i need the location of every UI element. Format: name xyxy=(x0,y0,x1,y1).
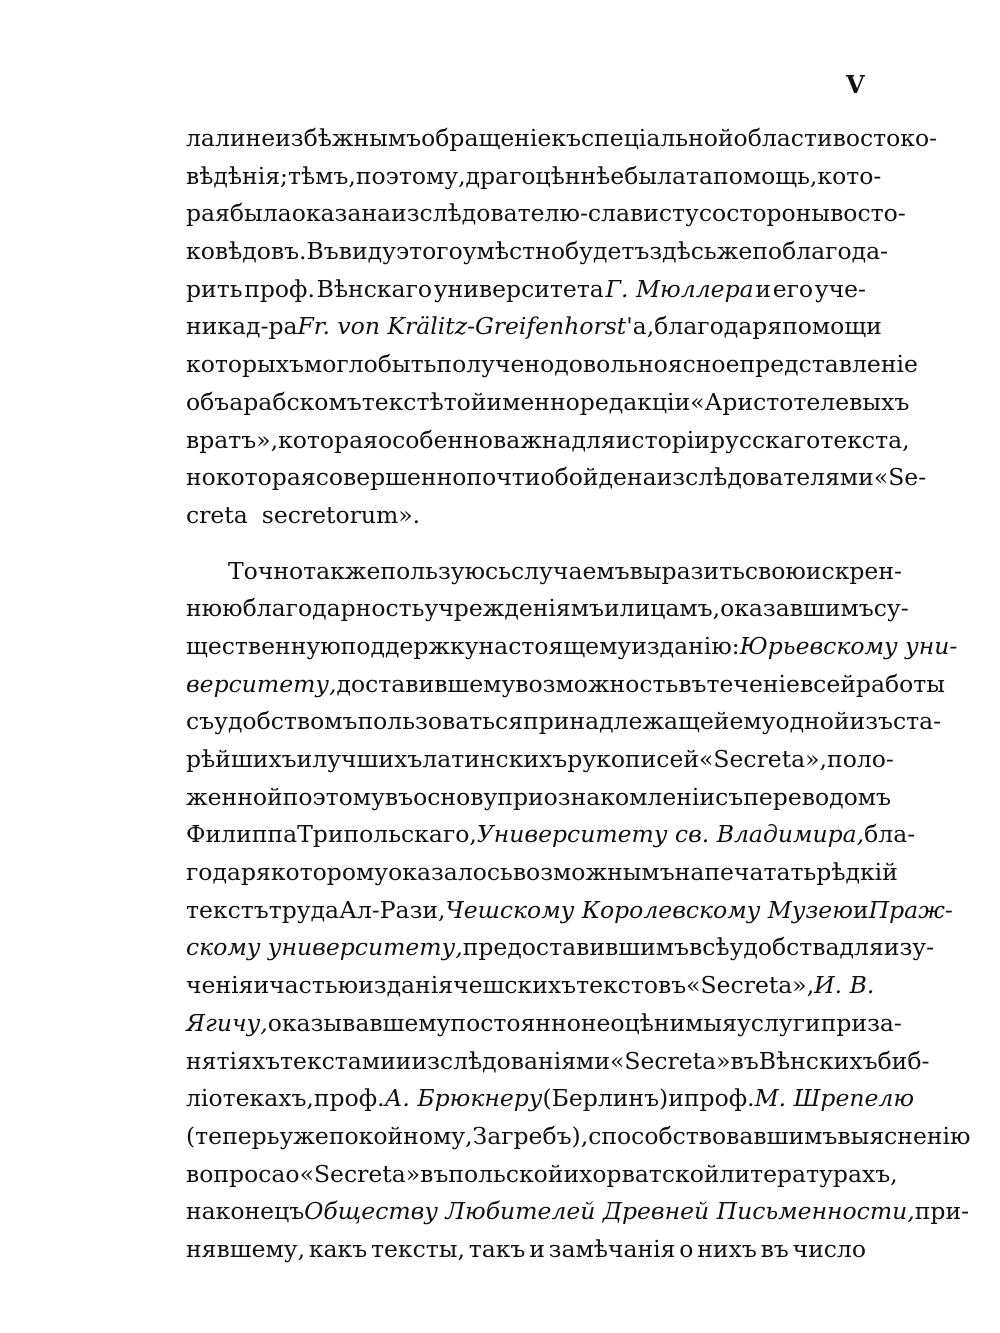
word: Юрьевскому уни- xyxy=(739,631,958,660)
text-line xyxy=(186,666,945,704)
word: была xyxy=(624,161,687,190)
paragraph-gap xyxy=(186,535,866,553)
word: о xyxy=(285,1159,300,1188)
word: лицамъ, xyxy=(619,594,721,623)
text-line xyxy=(186,271,866,309)
word: текстѣ xyxy=(361,387,444,416)
word: русскаго xyxy=(709,425,821,454)
word: выясненію xyxy=(837,1121,971,1150)
word: (Берлинъ) xyxy=(542,1084,669,1113)
text-line xyxy=(186,929,935,967)
text-line xyxy=(186,741,894,779)
word: скому университету, xyxy=(186,933,463,962)
word: въ xyxy=(678,669,707,698)
word: представленіе xyxy=(739,350,918,379)
word: оказалось xyxy=(388,858,513,887)
word: изу- xyxy=(883,933,935,962)
word: Вѣнскаго xyxy=(316,274,433,303)
word: этого xyxy=(395,237,463,266)
word: въ xyxy=(760,1234,789,1263)
word: текстъ xyxy=(186,895,269,924)
word: драгоцѣннѣе xyxy=(465,161,625,190)
word: Fr. von Krälitz-Greifenhorst xyxy=(297,312,627,341)
word: съ xyxy=(715,782,744,811)
word: изслѣдователю-слависту xyxy=(391,199,699,228)
word: рѣйшихъ xyxy=(186,745,297,773)
text-line xyxy=(186,854,898,892)
word: текста, xyxy=(820,425,910,454)
word: доставившему xyxy=(336,669,516,698)
word: пользуюсь xyxy=(380,556,511,585)
word: возможнымъ xyxy=(512,858,675,887)
word: «Аристотелевыхъ xyxy=(690,387,910,416)
word: принадлежащей xyxy=(523,707,730,736)
word: текстовъ xyxy=(576,971,687,1000)
word: хорватской xyxy=(579,1159,720,1188)
word: «Secreta» xyxy=(609,1046,731,1075)
word: для xyxy=(839,933,884,962)
word: совершенно xyxy=(315,463,467,492)
word: его xyxy=(772,274,814,303)
word: изслѣдователями xyxy=(656,463,874,492)
word: число xyxy=(792,1234,866,1263)
text-line xyxy=(186,1156,898,1194)
word: ника xyxy=(186,312,247,341)
word: со xyxy=(698,199,727,228)
word: какъ xyxy=(308,1234,368,1263)
word: случаемъ xyxy=(511,556,630,585)
word: и xyxy=(563,1159,580,1188)
text-line xyxy=(186,459,927,497)
word: д-ра xyxy=(246,312,298,341)
word: исторіи xyxy=(615,425,710,454)
word: въ xyxy=(730,1046,759,1075)
word: 'а, xyxy=(626,312,655,341)
word: возможность xyxy=(515,669,679,698)
word: и xyxy=(603,594,620,623)
word: уче- xyxy=(814,274,866,303)
text-line xyxy=(186,346,918,384)
text-line xyxy=(186,967,875,1005)
word: неизбѣжнымъ xyxy=(245,124,422,152)
word: основу xyxy=(413,782,498,811)
word: предоставившимъ xyxy=(462,933,689,962)
word: но xyxy=(186,463,216,492)
word: о xyxy=(679,1234,694,1263)
word: Въ xyxy=(306,237,339,266)
word: здѣсь xyxy=(649,237,717,266)
word: «Secreta», xyxy=(699,745,828,773)
word: «Secreta» xyxy=(299,1159,421,1188)
text-line xyxy=(186,1231,866,1269)
word: благодаря xyxy=(654,312,783,341)
word: польской xyxy=(448,1159,564,1188)
word: Ал-Рази, xyxy=(339,895,446,924)
word: оказывавшему xyxy=(267,1008,451,1037)
word: способствовавшимъ xyxy=(588,1121,838,1150)
word: лали xyxy=(186,124,246,152)
word: почти xyxy=(466,463,541,492)
text-line xyxy=(186,233,889,271)
word: и xyxy=(668,1084,684,1113)
word: Трипольскаго, xyxy=(297,820,477,849)
word: изданію: xyxy=(631,631,740,660)
word: которая xyxy=(278,425,378,454)
word: будетъ xyxy=(565,237,650,266)
word: ченія xyxy=(186,971,254,1000)
word: обращеніе xyxy=(421,124,552,152)
word: напечатать xyxy=(674,858,817,887)
word: вопроса xyxy=(186,1159,286,1188)
word: труда xyxy=(268,895,340,924)
text-line xyxy=(186,158,882,196)
text-line xyxy=(186,1080,915,1118)
word: оказана xyxy=(291,199,392,228)
text-line xyxy=(186,120,938,158)
word: ковѣдовъ. xyxy=(186,237,307,266)
word: всей xyxy=(799,669,856,698)
word: виду xyxy=(338,237,396,266)
word: кото- xyxy=(817,161,882,190)
word: и xyxy=(296,745,313,773)
text-line xyxy=(186,816,916,854)
text-line xyxy=(186,308,882,346)
word: также xyxy=(303,556,381,585)
word: къ xyxy=(551,124,581,152)
word: ліотекахъ, xyxy=(186,1084,314,1113)
word: замѣчанія xyxy=(548,1234,676,1263)
word: годаря xyxy=(186,858,271,887)
word: удобства xyxy=(729,933,840,962)
word: умѣстно xyxy=(462,237,565,266)
word: ему xyxy=(729,707,776,736)
word: уже xyxy=(279,1121,329,1150)
word: пользоваться xyxy=(357,707,524,736)
word: области xyxy=(733,124,833,152)
word: Г. Мюллера xyxy=(605,274,754,303)
word: учрежденіямъ xyxy=(424,594,604,623)
word: особенно xyxy=(377,425,493,454)
word: могло xyxy=(303,350,378,379)
word: Вѣнскихъ xyxy=(758,1046,878,1075)
word: свою xyxy=(744,556,806,585)
word: настоящему xyxy=(478,631,632,660)
word: проф. xyxy=(683,1084,755,1113)
word: И. В. xyxy=(814,971,875,1000)
word: литературахъ, xyxy=(719,1159,898,1188)
word: теченіе xyxy=(706,669,800,698)
word: той xyxy=(443,387,487,416)
word: Праж- xyxy=(868,895,953,924)
word: рить xyxy=(186,274,243,303)
word: востоко- xyxy=(832,124,938,152)
word: та xyxy=(686,161,714,190)
word: Чешскому Королевскому Музею xyxy=(445,895,853,924)
text-line xyxy=(186,1043,930,1081)
word: лучшихъ xyxy=(312,745,423,773)
word: и xyxy=(395,1046,412,1075)
word: ознакомленіи xyxy=(543,782,716,811)
word: получено xyxy=(436,350,555,379)
word: М. Шрепелю xyxy=(754,1084,915,1113)
word: изслѣдованіями xyxy=(411,1046,610,1075)
word: Университету св. Владимира, xyxy=(476,820,865,849)
word: и xyxy=(253,971,270,1000)
text-line xyxy=(186,892,953,930)
word: и xyxy=(529,1234,545,1263)
text-line xyxy=(186,1118,971,1156)
word: арабскомъ xyxy=(229,387,362,416)
body-text xyxy=(186,120,971,1269)
word: неоцѣнимыя xyxy=(580,1008,737,1037)
word: спеціальной xyxy=(580,124,734,152)
word: при xyxy=(497,782,544,811)
word: верситету, xyxy=(186,669,337,698)
word: рая xyxy=(186,199,230,228)
word: чешскихъ xyxy=(453,971,577,1000)
text-line xyxy=(186,1193,970,1231)
text-line xyxy=(186,590,909,628)
paragraph xyxy=(186,553,971,1269)
word: довольно xyxy=(554,350,668,379)
word: работы xyxy=(855,669,945,698)
word: для xyxy=(571,425,616,454)
word: изданія xyxy=(358,971,454,1000)
word: ста- xyxy=(892,707,942,736)
word: А. Брюкнеру xyxy=(384,1084,543,1113)
text-line xyxy=(186,384,910,422)
word: поблагода- xyxy=(752,237,889,266)
word: которая xyxy=(215,463,316,492)
word: латинскихъ xyxy=(422,745,568,773)
word: восто- xyxy=(830,199,906,228)
word: тѣмъ, xyxy=(287,161,356,190)
word: редакціи xyxy=(579,387,691,416)
word: обойдена xyxy=(540,463,657,492)
word: рукописей xyxy=(567,745,700,773)
word: «Secreta», xyxy=(686,971,815,1000)
text-line xyxy=(186,497,866,535)
word: услуги xyxy=(736,1008,821,1037)
word: су- xyxy=(873,594,909,623)
text-line xyxy=(186,703,942,741)
word: вѣдѣнія; xyxy=(186,161,288,190)
word: покойному, xyxy=(328,1121,473,1150)
word: съ xyxy=(186,707,215,736)
word: при- xyxy=(914,1197,970,1226)
word: быть xyxy=(377,350,437,379)
word: же xyxy=(716,237,753,266)
page-number: V xyxy=(846,70,865,99)
text-line xyxy=(186,1005,902,1043)
word: ясное xyxy=(667,350,740,379)
word: которыхъ xyxy=(186,350,304,379)
word: при xyxy=(820,1008,868,1037)
word: рѣдкій xyxy=(816,858,898,887)
word: въ xyxy=(384,782,414,811)
word: именно xyxy=(486,387,580,416)
word: помощь, xyxy=(713,161,818,190)
word: важна xyxy=(492,425,572,454)
word: нюю xyxy=(186,594,243,623)
word: secretorum». xyxy=(261,500,421,529)
word: поддержку xyxy=(340,631,479,660)
paragraph xyxy=(186,120,938,535)
text-line xyxy=(186,553,902,591)
word: удобствомъ xyxy=(214,707,358,736)
word: поло- xyxy=(827,745,894,773)
word: Обществу Любителей Древней Письменности, xyxy=(304,1197,915,1226)
word: оказавшимъ xyxy=(720,594,874,623)
word: нихъ xyxy=(697,1234,757,1263)
word: помощи xyxy=(782,312,882,341)
text-line xyxy=(186,195,906,233)
word: вратъ», xyxy=(186,425,279,454)
word: въ xyxy=(420,1159,449,1188)
word: женной xyxy=(186,782,283,811)
text-line xyxy=(186,779,891,817)
word: Филиппа xyxy=(186,820,298,849)
word: постоянно xyxy=(450,1008,581,1037)
word: одной xyxy=(775,707,850,736)
word: поэтому, xyxy=(355,161,466,190)
word: Загребъ), xyxy=(472,1121,589,1150)
word: университета xyxy=(433,274,604,303)
word: изъ xyxy=(849,707,893,736)
word: такъ xyxy=(468,1234,526,1263)
word: бла- xyxy=(864,820,916,849)
text-line xyxy=(186,422,910,460)
word: нятіяхъ xyxy=(186,1046,281,1075)
word: всѣ xyxy=(688,933,730,962)
word: за- xyxy=(867,1008,902,1037)
word: которому xyxy=(270,858,389,887)
word: щественную xyxy=(186,631,341,660)
word: стороны xyxy=(726,199,831,228)
word: «Se- xyxy=(873,463,927,492)
word: нявшему, xyxy=(186,1234,306,1263)
word: искрен- xyxy=(805,556,902,585)
word: выразить xyxy=(629,556,745,585)
word: частью xyxy=(269,971,359,1000)
word: и xyxy=(755,274,771,303)
word: (теперь xyxy=(186,1121,280,1150)
word: была xyxy=(229,199,292,228)
word: текстами xyxy=(280,1046,396,1075)
word: Точно xyxy=(228,556,304,585)
word: проф. xyxy=(313,1084,385,1113)
word: creta xyxy=(186,500,248,529)
text-line xyxy=(186,628,958,666)
word: Ягичу, xyxy=(186,1008,268,1037)
word: переводомъ xyxy=(743,782,891,811)
word: поэтому xyxy=(282,782,385,811)
word: наконецъ xyxy=(186,1197,305,1226)
word: биб- xyxy=(877,1046,930,1075)
word: и xyxy=(852,895,869,924)
word: тексты, xyxy=(371,1234,465,1263)
word: проф. xyxy=(244,274,315,303)
word: объ xyxy=(186,387,230,416)
word: благодарность xyxy=(242,594,425,623)
